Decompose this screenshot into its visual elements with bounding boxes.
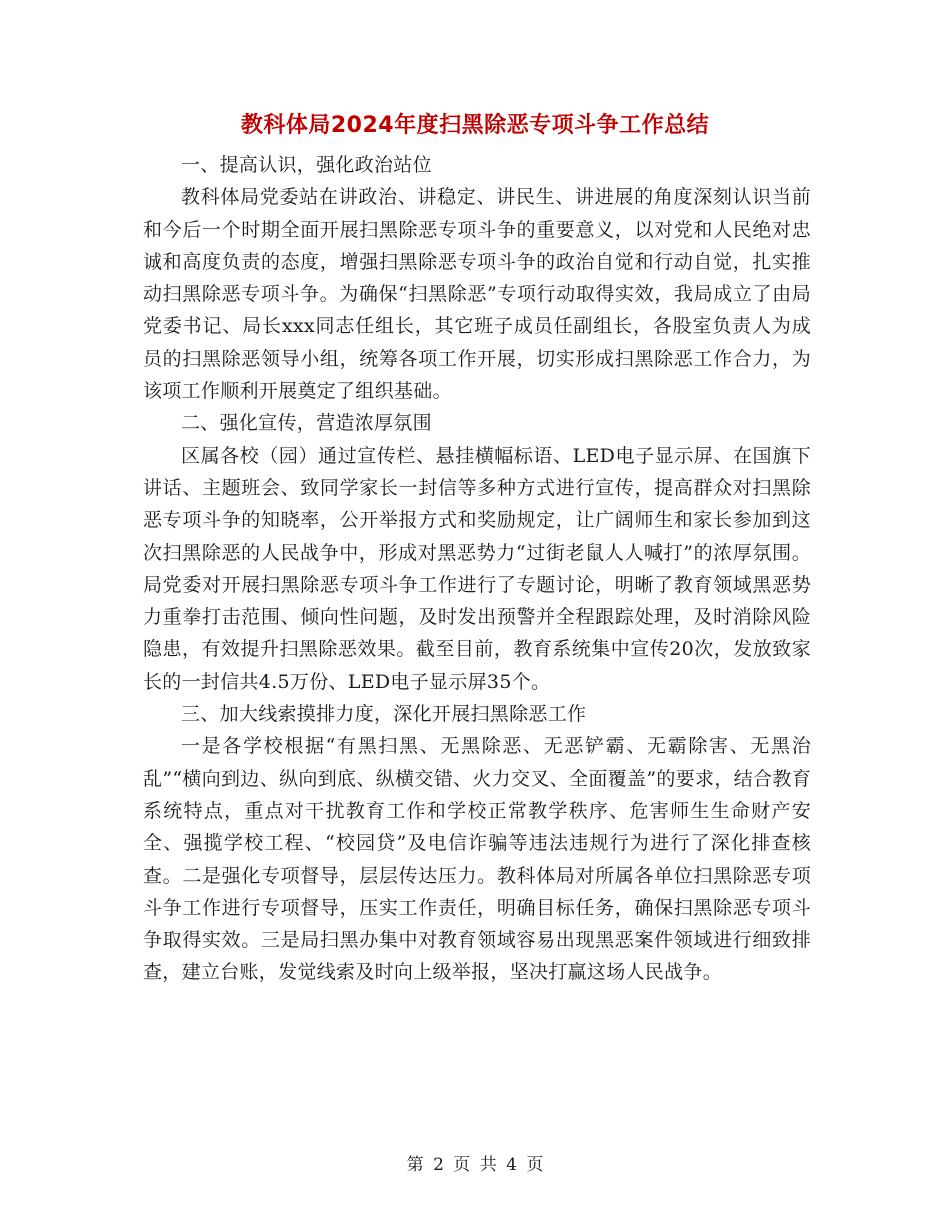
body-paragraph: 一是各学校根据“有黑扫黑、无黑除恶、无恶铲霸、无霸除害、无黑治乱”“横向到边、纵向到底、纵横交错、火力交叉、全面覆盖”的要求，结合教育系统特点，重点对干扰教育工作和学校正常教学秩序、危害师生生命财产安全、强揽学校工程、“校园贷”及电信诈骗等违法违规行为进行了深化排查核查。二是强化专项督导，层层传达压力。教科体局对所属各单位扫黑除恶专项斗争工作进行专项督导，压实工作责任，明确目标任务，确保扫黑除恶专项斗争取得实效。三是局扫黑办集中对教育领域容易出现黑恶案件领域进行细致排查，建立台账，发觉线索及时向上级举报，坚决打赢这场人民战争。 (143, 735, 811, 984)
body-paragraph: 教科体局党委站在讲政治、讲稳定、讲民生、讲进展的角度深刻认识当前和今后一个时期全面开展扫黑除恶专项斗争的重要意义，以对党和人民绝对忠诚和高度负责的态度，增强扫黑除恶专项斗争的政治自觉和行动自觉，扎实推动扫黑除恶专项斗争。为确保“扫黑除恶”专项行动取得实效，我局成立了由局党委书记、局长xxx同志任组长，其它班子成员任副组长，各股室负责人为成员的扫黑除恶领导小组，统筹各项工作开展，切实形成扫黑除恶工作合力，为该项工作顺利开展奠定了组织基础。 (143, 186, 811, 403)
section-heading-3: 三、加大线索摸排力度，深化开展扫黑除恶工作 (181, 703, 587, 726)
body-paragraph: 区属各校（园）通过宣传栏、悬挂横幅标语、LED电子显示屏、在国旗下讲话、主题班会、致同学家长一封信等多种方式进行宣传，提高群众对扫黑除恶专项斗争的知晓率，公开举报方式和奖励规定，让广阔师生和家长参加到这次扫黑除恶的人民战争中，形成对黑恶势力“过街老鼠人人喊打”的浓厚氛围。局党委对开展扫黑除恶专项斗争工作进行了专题讨论，明晰了教育领域黑恶势力重拳打击范围、倾向性问题，及时发出预警并全程跟踪处理，及时消除风险隐患，有效提升扫黑除恶效果。截至目前，教育系统集中宣传20次，发放致家长的一封信共4.5万份、LED电子显示屏35个。 (143, 444, 811, 693)
section-heading-2: 二、强化宣传，营造浓厚氛围 (181, 412, 432, 435)
page-number-footer: 第 2 页 共 4 页 (406, 1155, 544, 1175)
document-title: 教科体局2024年度扫黑除恶专项斗争工作总结 (240, 113, 710, 138)
section-heading-1: 一、提高认识，强化政治站位 (181, 154, 432, 176)
document-body (143, 149, 811, 989)
